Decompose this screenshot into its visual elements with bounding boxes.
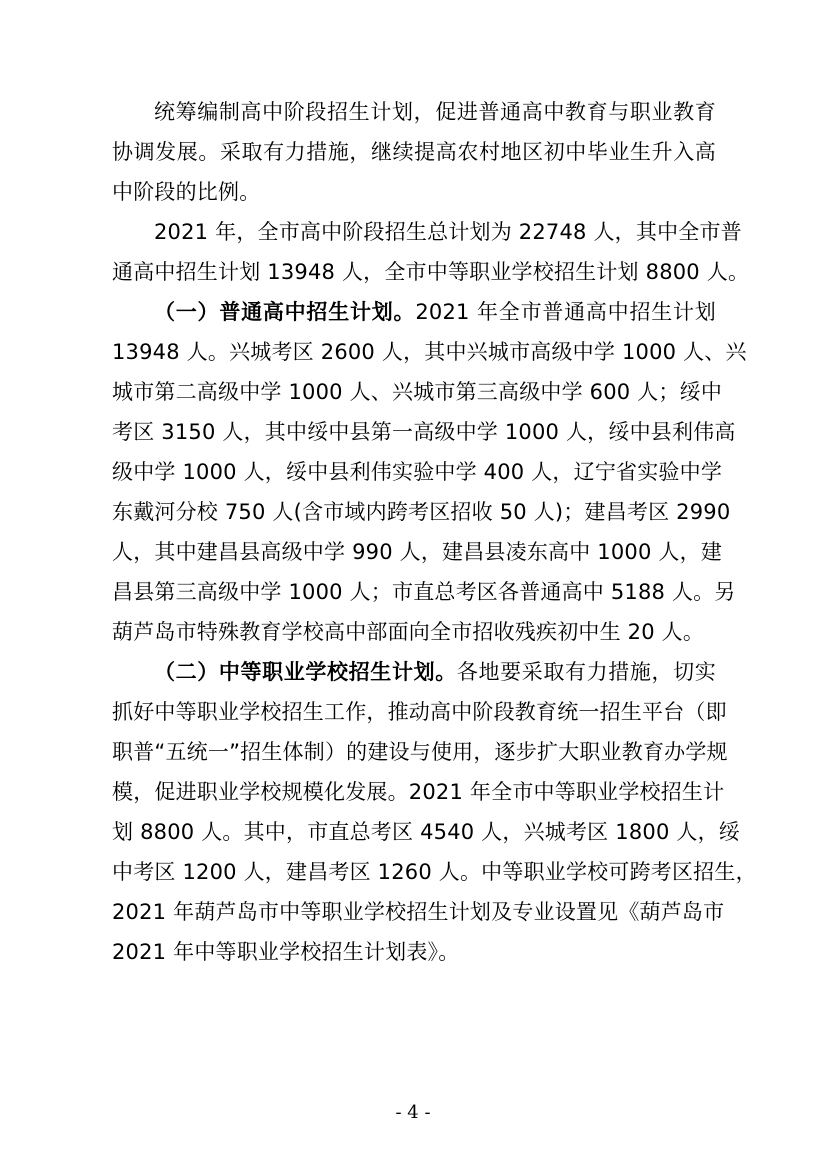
text-line: 职普“五统一”招生体制）的建设与使用，逐步扩大职业教育办学规 (112, 740, 728, 764)
text-line: 2021 年，全市高中阶段招生总计划为 22748 人，其中全市普 (154, 220, 742, 244)
text-line: 统筹编制高中阶段招生计划，促进普通高中教育与职业教育 (154, 100, 716, 124)
section-heading: （二）中等职业学校招生计划。 (154, 660, 457, 684)
text-line: 东戴河分校 750 人(含市域内跨考区招收 50 人)；建昌考区 2990 (112, 500, 731, 524)
text-line (112, 652, 716, 692)
text-line: 葫芦岛市特殊教育学校高中部面向全市招收残疾初中生 20 人。 (112, 620, 705, 644)
text-span: 2021 年全市普通高中招生计划 (415, 300, 716, 324)
text-line (112, 292, 716, 332)
text-line: 人，其中建昌县高级中学 990 人，建昌县凌东高中 1000 人，建 (112, 540, 723, 564)
text-line: 13948 人。兴城考区 2600 人，其中兴城市高级中学 1000 人、兴 (112, 340, 747, 364)
text-line: 中阶段的比例。 (112, 180, 261, 204)
page-number: - 4 - (395, 1102, 431, 1123)
text-line: 模，促进职业学校规模化发展。2021 年全市中等职业学校招生计 (112, 780, 725, 804)
text-line: 城市第二高级中学 1000 人、兴城市第三高级中学 600 人；绥中 (112, 380, 723, 404)
text-span: 各地要采取有力措施，切实 (456, 660, 716, 684)
text-line: 划 8800 人。其中，市直总考区 4540 人，兴城考区 1800 人，绥 (112, 820, 740, 844)
text-line: 抓好中等职业学校招生工作，推动高中阶段教育统一招生平台（即 (112, 700, 727, 724)
text-line: 昌县第三高级中学 1000 人；市直总考区各普通高中 5188 人。另 (112, 580, 736, 604)
section-heading: （一）普通高中招生计划。 (154, 300, 416, 324)
text-line: 中考区 1200 人，建昌考区 1260 人。中等职业学校可跨考区招生， (112, 860, 757, 884)
text-line: 2021 年中等职业学校招生计划表》。 (112, 940, 460, 964)
text-line: 级中学 1000 人，绥中县利伟实验中学 400 人，辽宁省实验中学 (112, 460, 723, 484)
text-line: 考区 3150 人，其中绥中县第一高级中学 1000 人，绥中县利伟高 (112, 420, 736, 444)
text-line: 协调发展。采取有力措施，继续提高农村地区初中毕业生升入高 (112, 140, 716, 164)
text-line: 2021 年葫芦岛市中等职业学校招生计划及专业设置见《葫芦岛市 (112, 900, 725, 924)
text-line: 通高中招生计划 13948 人，全市中等职业学校招生计划 8800 人。 (112, 260, 750, 284)
